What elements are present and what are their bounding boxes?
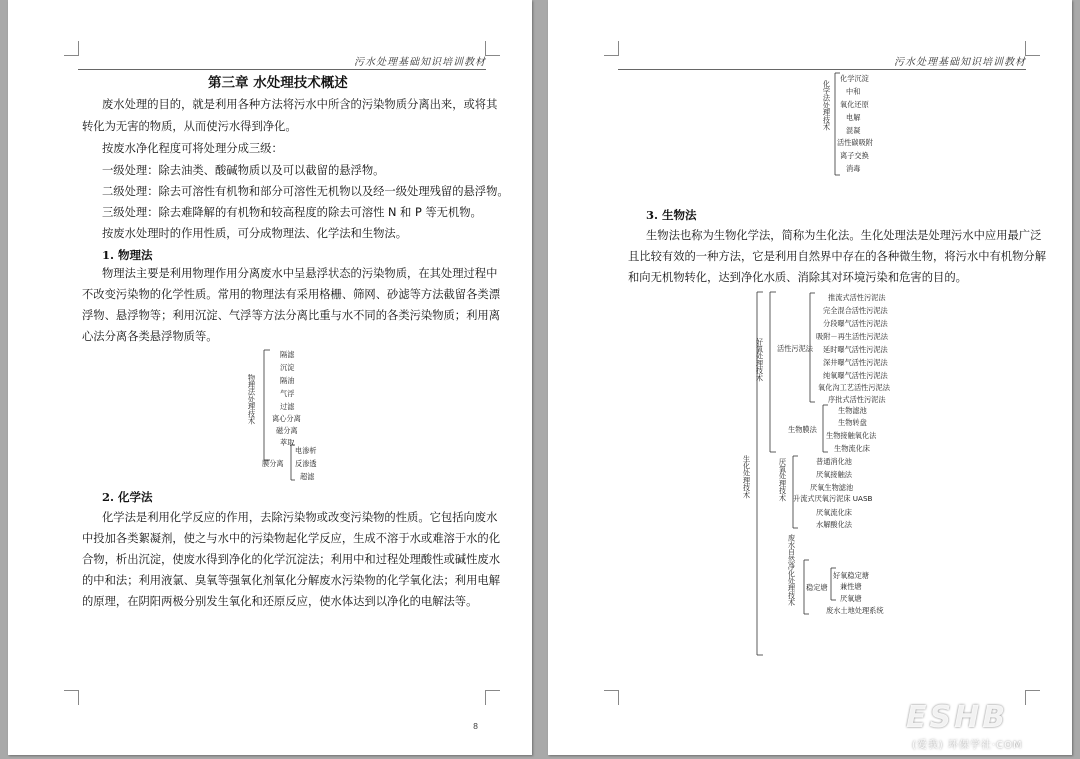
page-right xyxy=(548,0,1072,755)
tree-item: 生物流化床 xyxy=(834,444,870,453)
paragraph: 废水处理的目的，就是利用各种方法将污水中所含的污染物质分离出来，或将其 xyxy=(102,98,498,111)
tree-group-label: 废水自然净化处理技术 xyxy=(787,534,797,606)
tree-item: 萃取 xyxy=(280,438,295,447)
tree-item: 氧化还原 xyxy=(840,100,869,109)
paragraph: 合物，析出沉淀，使废水得到净化的化学沉淀法；利用中和过程处理酸性或碱性废水 xyxy=(82,553,500,566)
paragraph: 不改变污染物的化学性质。常用的物理法有采用格栅、筛网、砂滤等方法截留各类漂 xyxy=(82,288,500,301)
physical-method-tree xyxy=(8,0,532,755)
tree-item: 沉淀 xyxy=(280,363,295,372)
paragraph: 生物法也称为生物化学法，简称为生化法。生化处理法是处理污水中应用最广泛 xyxy=(646,229,1042,242)
tree-item: 生物滤池 xyxy=(838,406,867,415)
tree-item: 超滤 xyxy=(300,472,315,481)
paragraph: 和向无机物转化，达到净化水质、消除其对环境污染和危害的目的。 xyxy=(628,271,967,284)
page-left xyxy=(8,0,532,755)
tree-item: 过滤 xyxy=(280,402,295,411)
tree-root-label: 物理法处理技术 xyxy=(247,374,257,425)
paragraph: 按废水处理时的作用性质，可分成物理法、化学法和生物法。 xyxy=(102,227,408,240)
tree-item: 序批式活性污泥法 xyxy=(828,395,886,404)
tree-item: 电解 xyxy=(846,113,861,122)
tree-item: 反渗透 xyxy=(295,459,317,468)
header-rule xyxy=(618,69,1026,70)
paragraph: 浮物、悬浮物等；利用沉淀、气浮等方法分离比重与水不同的各类污染物质；利用离 xyxy=(82,309,500,322)
tree-item: 厌氧生物滤池 xyxy=(810,483,854,492)
paragraph: 中投加各类絮凝剂，使之与水中的污染物起化学反应，生成不溶于水或难溶于水的化 xyxy=(82,532,500,545)
tree-item: 吸附－再生活性污泥法 xyxy=(816,332,888,341)
running-header: 污水处理基础知识培训教材 xyxy=(354,57,486,68)
tree-item: 中和 xyxy=(846,87,861,96)
crop-mark xyxy=(604,690,619,705)
biological-method-tree xyxy=(548,0,1072,755)
tree-root-label: 生化处理技术 xyxy=(742,455,752,499)
tree-item: 升流式厌氧污泥床 UASB xyxy=(793,494,873,503)
tree-group-label: 厌氧处理技术 xyxy=(778,458,788,502)
tree-item: 延时曝气活性污泥法 xyxy=(823,345,888,354)
paragraph: 的原理，在阴阳两极分别发生氧化和还原反应，使水体达到以净化的电解法等。 xyxy=(82,595,478,608)
chapter-title: 第三章 水处理技术概述 xyxy=(208,75,348,91)
header-rule xyxy=(78,69,486,70)
tree-item: 水解酸化法 xyxy=(816,520,852,529)
paragraph: 心法分离各类悬浮物质等。 xyxy=(82,330,218,343)
paragraph: 三级处理：除去难降解的有机物和较高程度的除去可溶性 N 和 P 等无机物。 xyxy=(102,206,482,219)
tree-item: 电渗析 xyxy=(295,446,317,455)
tree-item: 生物接触氧化法 xyxy=(826,431,877,440)
tree-item: 化学沉淀 xyxy=(840,74,869,83)
watermark-badge: (爱我) xyxy=(912,740,944,751)
paragraph: 二级处理：除去可溶性有机物和部分可溶性无机物以及经一级处理残留的悬浮物。 xyxy=(102,185,509,198)
crop-mark xyxy=(64,690,79,705)
tree-item: 厌氧塘 xyxy=(840,594,862,603)
tree-item: 兼性塘 xyxy=(840,582,862,591)
tree-item: 纯氧曝气活性污泥法 xyxy=(823,371,888,380)
section-title-bio: 3. 生物法 xyxy=(646,208,697,222)
tree-item: 活性碳吸附 xyxy=(837,138,873,147)
tree-item: 普通消化池 xyxy=(816,457,852,466)
crop-mark xyxy=(485,41,500,56)
tree-item: 离子交换 xyxy=(840,151,869,160)
tree-group-label: 稳定塘 xyxy=(806,583,828,592)
chemical-method-tree xyxy=(548,0,1072,755)
tree-group-label: 好氧处理技术 xyxy=(755,338,765,382)
tree-item: 隔滤 xyxy=(280,350,295,359)
section-title-physical: 1. 物理法 xyxy=(102,248,153,262)
paragraph: 物理法主要是利用物理作用分离废水中呈悬浮状态的污染物质，在其处理过程中 xyxy=(102,267,498,280)
crop-mark xyxy=(1025,41,1040,56)
tree-item: 混凝 xyxy=(846,126,861,135)
tree-item: 磁分离 xyxy=(276,426,298,435)
page-number: 8 xyxy=(473,722,479,731)
paragraph: 化学法是利用化学反应的作用，去除污染物或改变污染物的性质。它包括向废水 xyxy=(102,511,498,524)
section-title-chemical: 2. 化学法 xyxy=(102,490,153,504)
tree-item: 完全混合活性污泥法 xyxy=(823,306,888,315)
tree-item: 分段曝气活性污泥法 xyxy=(823,319,888,328)
paragraph: 且比较有效的一种方法，它是利用自然界中存在的各种微生物，将污水中有机物分解 xyxy=(628,250,1046,263)
tree-item: 气浮 xyxy=(280,389,295,398)
tree-item: 厌氧接触法 xyxy=(816,470,852,479)
tree-item: 推流式活性污泥法 xyxy=(828,293,886,302)
tree-item: 消毒 xyxy=(846,164,861,173)
tree-item: 好氧稳定塘 xyxy=(833,571,869,580)
crop-mark xyxy=(604,41,619,56)
paragraph: 转化为无害的物质，从而使污水得到净化。 xyxy=(82,120,297,133)
crop-mark xyxy=(1025,690,1040,705)
paragraph: 一级处理：除去油类、酸碱物质以及可以截留的悬浮物。 xyxy=(102,164,385,177)
crop-mark xyxy=(64,41,79,56)
tree-root-label: 化学法处理技术 xyxy=(822,80,832,131)
tree-item: 废水土地处理系统 xyxy=(826,606,884,615)
running-header: 污水处理基础知识培训教材 xyxy=(894,57,1026,68)
tree-group-label: 生物膜法 xyxy=(788,425,817,434)
tree-group-label: 膜分离 xyxy=(262,459,284,468)
paragraph: 按废水净化程度可将处理分成三级： xyxy=(102,142,283,155)
tree-item: 离心分离 xyxy=(272,414,301,423)
tree-item: 隔油 xyxy=(280,376,295,385)
tree-item: 深井曝气活性污泥法 xyxy=(823,358,888,367)
tree-item: 氧化沟工艺活性污泥法 xyxy=(818,383,890,392)
paragraph: 的中和法；利用液氯、臭氧等强氧化剂氧化分解废水污染物的化学氧化法；利用电解 xyxy=(82,574,500,587)
watermark-logo: ESHB xyxy=(906,700,1009,735)
tree-item: 厌氧流化床 xyxy=(816,508,852,517)
tree-group-label: 活性污泥法 xyxy=(777,344,813,353)
watermark-site xyxy=(912,736,1023,751)
watermark-site-text: 环保学社·COM xyxy=(948,740,1023,751)
crop-mark xyxy=(485,690,500,705)
tree-item: 生物转盘 xyxy=(838,418,867,427)
